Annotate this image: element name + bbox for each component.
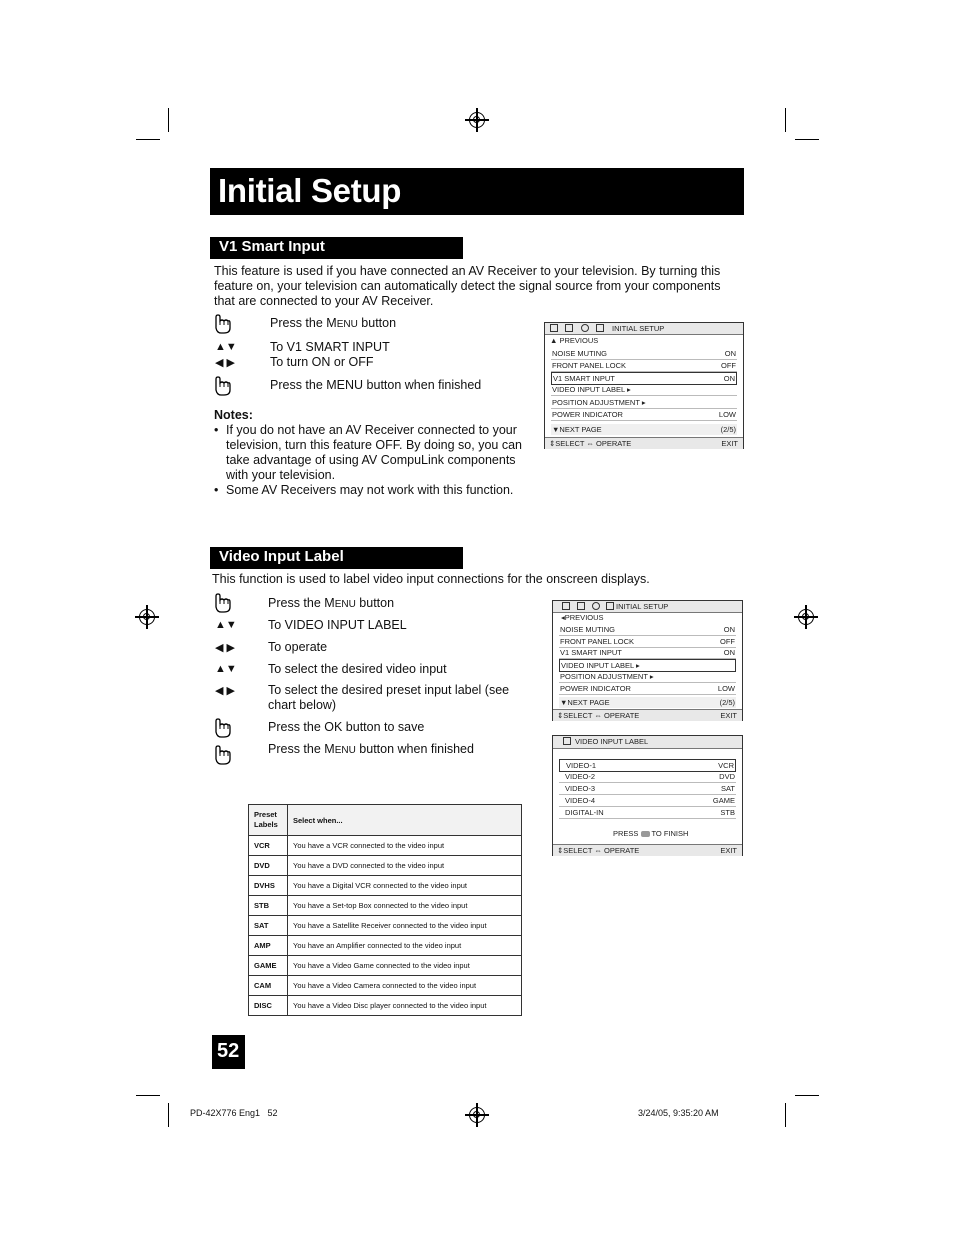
osd-previous: ▲ PREVIOUS [550,336,599,345]
left-right-arrows-icon: ◀ ▶ [215,685,235,697]
osd-footer: ⇕SELECT ⇔ OPERATE EXIT [553,844,742,856]
vil-step-6: Press the OK button to save [268,720,425,734]
table-row: DVHS You have a Digital VCR connected to the video input [249,876,522,896]
osd-row: POWER INDICATOR LOW [552,410,736,419]
section-heading-v1-smart-input: V1 Smart Input [210,237,463,259]
lock-icon [606,602,614,610]
v1-step-2: To V1 SMART INPUT [270,340,390,354]
menu-tab-icon [565,324,573,332]
page-number: 52 [217,1040,240,1062]
vil-step-2: To VIDEO INPUT LABEL [268,618,407,632]
crop-mark [136,1095,160,1096]
onscreen-menu-initial-setup-2 [552,600,743,721]
osd-next-page: ▼NEXT PAGE (2/5) [560,698,735,707]
vil-step-1: Press the MENU button [268,596,395,610]
osd-footer: ⇕SELECT ⇔ OPERATE EXIT [545,437,743,449]
registration-mark-icon [469,1107,485,1123]
osd-row-selected: V1 SMART INPUT ON [553,374,735,383]
registration-mark-icon [798,609,814,625]
hand-press-icon [213,313,233,335]
crop-mark [785,108,786,132]
note-2: Some AV Receivers may not work with this function. [226,483,514,497]
table-header-select-when: Select when... [288,805,522,836]
left-right-arrows-icon: ◀ ▶ [215,642,235,654]
clock-icon [581,324,589,332]
crop-mark [795,1095,819,1096]
vil-intro-paragraph: This function is used to label video input connections for the onscreen displays. [212,572,650,586]
osd-row: VIDEO-2 DVD [559,771,736,783]
lock-icon [563,737,571,745]
table-row: STB You have a Set-top Box connected to the video input [249,896,522,916]
ok-key-icon [641,831,650,837]
page-number-box [212,1035,245,1069]
osd-row: NOISE MUTING ON [560,625,735,634]
osd-row: DIGITAL-IN STB [559,807,736,819]
up-down-arrows-icon: ▲▼ [215,619,237,631]
footer-slug-left: PD-42X776 Eng1 52 [190,1108,278,1118]
up-down-arrows-icon: ▲▼ [215,341,237,353]
crop-mark [168,1103,169,1127]
lock-icon [596,324,604,332]
menu-tab-icon [550,324,558,332]
osd-row: VIDEO-3 SAT [559,783,736,795]
osd-row: FRONT PANEL LOCK OFF [552,361,736,370]
clock-icon [592,602,600,610]
section-heading-video-input-label: Video Input Label [210,547,463,569]
table-row: DISC You have a Video Disc player connected to the video input [249,996,522,1016]
preset-labels-table [248,804,522,1016]
page-title-bar [210,168,744,215]
table-row: VCR You have a VCR connected to the video input [249,836,522,856]
note-bullet: • [214,423,219,437]
osd-row: VIDEO-4 GAME [559,795,736,807]
hand-press-icon [213,717,233,739]
osd-press-to-finish: PRESS TO FINISH [613,829,689,838]
footer-slug-right: 3/24/05, 9:35:20 AM [638,1108,719,1118]
v1-step-4: Press the MENU button when finished [270,378,482,392]
notes-title: Notes: [214,408,253,422]
vil-step-4: To select the desired video input [268,662,447,676]
hand-press-icon [213,744,233,766]
onscreen-menu-video-input-label [552,735,743,856]
table-row: GAME You have a Video Game connected to the video input [249,956,522,976]
table-row: DVD You have a DVD connected to the video input [249,856,522,876]
menu-tab-icon [562,602,570,610]
left-right-arrows-icon: ◀ ▶ [215,357,235,369]
hand-press-icon [213,375,233,397]
v1-step-3: To turn ON or OFF [270,355,374,369]
osd-row: POWER INDICATOR LOW [560,684,735,693]
page-title: Initial Setup [218,172,402,209]
registration-mark-icon [469,112,485,128]
table-row: CAM You have a Video Camera connected to the video input [249,976,522,996]
vil-step-7: Press the MENU button when finished [268,742,474,756]
vil-step-3: To operate [268,640,328,654]
v1-step-1: Press the MENU button [270,316,397,330]
v1-intro-paragraph: This feature is used if you have connected an AV Receiver to your television. By turning this feature on, your television can automatically detect the signal source from your components that are connected to your AV Receiver. [214,264,721,308]
osd-title: VIDEO INPUT LABEL [575,737,649,746]
osd-row: V1 SMART INPUT ON [560,648,735,657]
table-header-row [249,805,522,836]
osd-row-selected: VIDEO-1 VCR [559,759,736,772]
osd-previous: ◂PREVIOUS [561,613,604,622]
crop-mark [136,139,160,140]
osd-row: POSITION ADJUSTMENT ▸ [551,397,737,409]
crop-mark [168,108,169,132]
crop-mark [795,139,819,140]
osd-next-page: ▼NEXT PAGE (2/5) [552,425,736,434]
osd-row: FRONT PANEL LOCK OFF [560,637,735,646]
onscreen-menu-initial-setup [544,322,744,449]
osd-row: NOISE MUTING ON [552,349,736,358]
osd-title: INITIAL SETUP [616,602,669,611]
registration-mark-icon [139,609,155,625]
osd-title: INITIAL SETUP [612,324,665,333]
osd-row: VIDEO INPUT LABEL ▸ [551,384,737,396]
note-1: If you do not have an AV Receiver connected to your television, turn this feature OFF. By doing so, you can take advantage of using AV CompuLink components with your television. [226,423,522,482]
table-row: AMP You have an Amplifier connected to the video input [249,936,522,956]
table-row: SAT You have a Satellite Receiver connected to the video input [249,916,522,936]
vil-step-5: To select the desired preset input label (see chart below) [268,683,510,712]
crop-mark [785,1103,786,1127]
up-down-arrows-icon: ▲▼ [215,663,237,675]
table-header-preset-labels: Preset Labels [249,805,288,836]
menu-tab-icon [577,602,585,610]
osd-row-selected: VIDEO INPUT LABEL ▸ [559,659,736,672]
osd-footer: ⇕SELECT ⇔ OPERATE EXIT [553,709,742,721]
note-bullet: • [214,483,219,497]
osd-row: POSITION ADJUSTMENT ▸ [559,671,736,683]
hand-press-icon [213,592,233,614]
